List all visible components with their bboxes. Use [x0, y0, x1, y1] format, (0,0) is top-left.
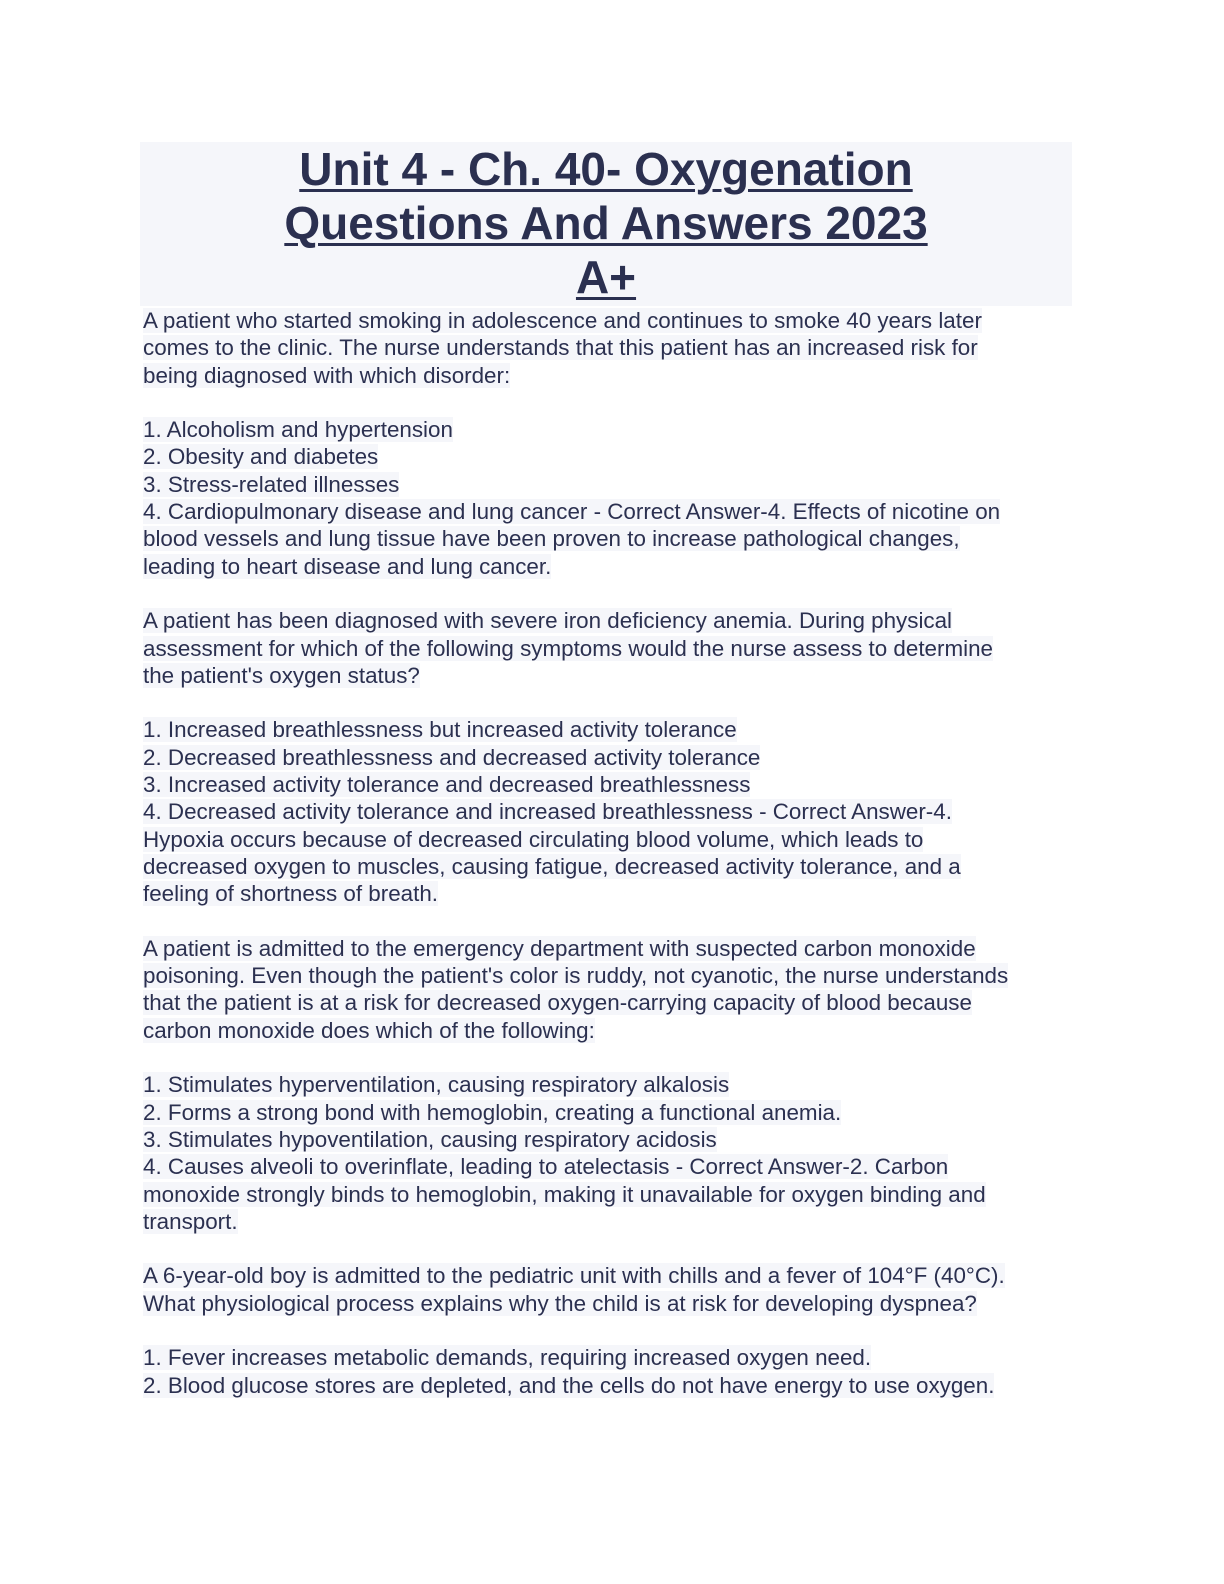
paragraph: [143, 307, 1073, 389]
text-line: [143, 771, 1073, 798]
document-body: [143, 307, 1073, 1426]
text-line-content: assessment for which of the following symptoms would the nurse assess to determine: [143, 635, 993, 661]
text-line: [143, 1290, 1073, 1317]
document-title: [140, 142, 1072, 306]
text-line: [143, 498, 1073, 525]
text-line: [143, 880, 1073, 907]
text-line: [143, 662, 1073, 689]
text-line-content: 1. Alcoholism and hypertension: [143, 417, 453, 443]
text-line: [143, 744, 1073, 771]
paragraph: [143, 1344, 1073, 1399]
text-line: [143, 798, 1073, 825]
text-line: [143, 471, 1073, 498]
text-line: [143, 1099, 1073, 1126]
text-line: [143, 1344, 1073, 1371]
text-line-content: 1. Fever increases metabolic demands, requiring increased oxygen need.: [143, 1345, 872, 1371]
text-line-content: What physiological process explains why the child is at risk for developing dyspnea?: [143, 1290, 977, 1316]
text-line: [143, 1017, 1073, 1044]
text-line-content: comes to the clinic. The nurse understands that this patient has an increased risk for: [143, 335, 978, 361]
text-line-content: leading to heart disease and lung cancer.: [143, 553, 552, 579]
text-line-content: A 6-year-old boy is admitted to the pediatric unit with chills and a fever of 104°F (40°C).: [143, 1263, 1005, 1289]
text-line: [143, 607, 1073, 634]
text-line-content: Hypoxia occurs because of decreased circulating blood volume, which leads to: [143, 826, 924, 852]
text-line-content: transport.: [143, 1208, 238, 1234]
text-line: [143, 1262, 1073, 1289]
text-line: [143, 525, 1073, 552]
text-line-content: 2. Obesity and diabetes: [143, 444, 379, 470]
text-line: [143, 635, 1073, 662]
text-line: [143, 334, 1073, 361]
paragraph: [143, 1071, 1073, 1235]
text-line: [143, 1126, 1073, 1153]
text-line: [143, 935, 1073, 962]
text-line-content: decreased oxygen to muscles, causing fatigue, decreased activity tolerance, and a: [143, 853, 961, 879]
text-line: [143, 416, 1073, 443]
text-line-content: the patient's oxygen status?: [143, 662, 420, 688]
text-line-content: A patient who started smoking in adolescence and continues to smoke 40 years later: [143, 308, 982, 333]
text-line-content: blood vessels and lung tissue have been proven to increase pathological changes,: [143, 526, 960, 552]
text-line: [143, 716, 1073, 743]
text-line-content: 4. Decreased activity tolerance and increased breathlessness - Correct Answer-4.: [143, 799, 952, 825]
text-line: [143, 853, 1073, 880]
text-line: [143, 307, 1073, 334]
text-line: [143, 1208, 1073, 1235]
text-line-content: A patient is admitted to the emergency department with suspected carbon monoxide: [143, 935, 976, 961]
text-line: [143, 826, 1073, 853]
text-line: [143, 989, 1073, 1016]
text-line-content: carbon monoxide does which of the following:: [143, 1017, 595, 1043]
text-line: [143, 1153, 1073, 1180]
paragraph: [143, 607, 1073, 689]
text-line-content: 1. Increased breathlessness but increased activity tolerance: [143, 717, 737, 743]
text-line-content: A patient has been diagnosed with severe iron deficiency anemia. During physical: [143, 608, 953, 634]
text-line-content: 2. Forms a strong bond with hemoglobin, creating a functional anemia.: [143, 1099, 842, 1125]
text-line-content: that the patient is at a risk for decreased oxygen-carrying capacity of blood because: [143, 990, 972, 1016]
text-line-content: 1. Stimulates hyperventilation, causing respiratory alkalosis: [143, 1072, 730, 1098]
text-line-content: being diagnosed with which disorder:: [143, 362, 511, 388]
text-line-content: 3. Increased activity tolerance and decreased breathlessness: [143, 772, 751, 798]
paragraph: [143, 1262, 1073, 1317]
text-line-content: 3. Stimulates hypoventilation, causing respiratory acidosis: [143, 1126, 717, 1152]
title-line: Unit 4 - Ch. 40- Oxygenation: [299, 143, 913, 195]
paragraph: [143, 416, 1073, 580]
paragraph: [143, 935, 1073, 1044]
text-line: [143, 1372, 1073, 1399]
title-line: Questions And Answers 2023: [284, 197, 928, 249]
text-line-content: poisoning. Even though the patient's color is ruddy, not cyanotic, the nurse understands: [143, 963, 1009, 989]
text-line: [143, 553, 1073, 580]
text-line: [143, 962, 1073, 989]
text-line: [143, 1181, 1073, 1208]
title-line: A+: [575, 251, 637, 303]
text-line: [143, 443, 1073, 470]
text-line-content: 4. Causes alveoli to overinflate, leading to atelectasis - Correct Answer-2. Carbon: [143, 1154, 949, 1180]
text-line-content: monoxide strongly binds to hemoglobin, making it unavailable for oxygen binding and: [143, 1181, 986, 1207]
text-line-content: 3. Stress-related illnesses: [143, 471, 400, 497]
text-line-content: 4. Cardiopulmonary disease and lung cancer - Correct Answer-4. Effects of nicotine on: [143, 499, 1001, 525]
text-line: [143, 1071, 1073, 1098]
text-line-content: 2. Decreased breathlessness and decreased activity tolerance: [143, 744, 761, 770]
paragraph: [143, 716, 1073, 907]
text-line: [143, 362, 1073, 389]
text-line-content: feeling of shortness of breath.: [143, 881, 438, 907]
text-line-content: 2. Blood glucose stores are depleted, and the cells do not have energy to use oxygen.: [143, 1372, 995, 1398]
